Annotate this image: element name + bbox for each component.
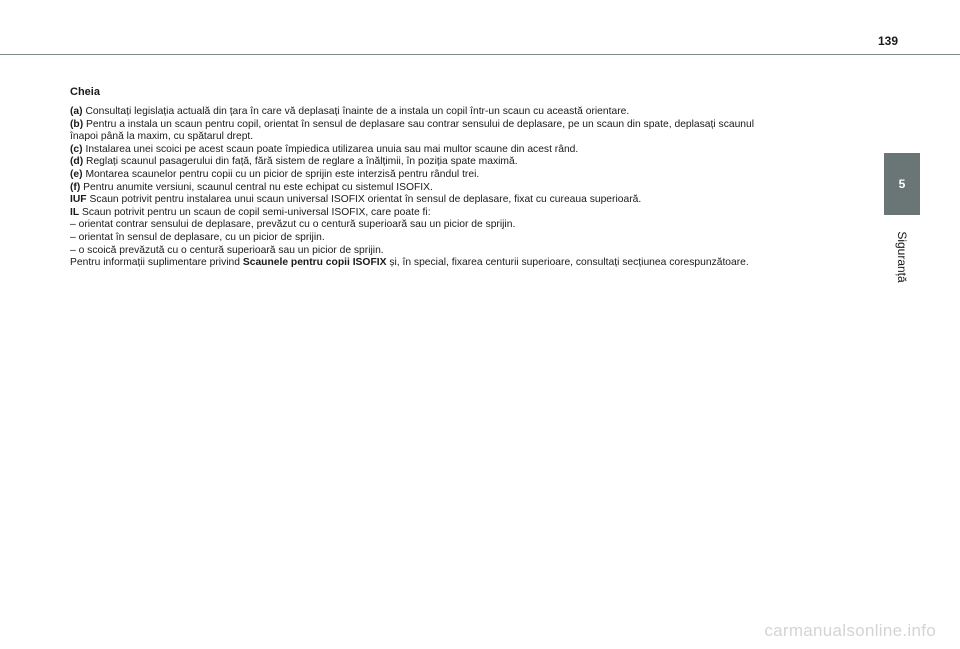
header-divider [0, 54, 960, 55]
legend-line-d [70, 156, 870, 169]
chapter-number: 5 [898, 177, 906, 191]
legend-key: IL [70, 206, 80, 218]
legend-text: Instalarea unei scoici pe acest scaun poate împiedica utilizarea unuia sau mai multor scaune din acest rând. [82, 143, 579, 155]
legend-bullet-2 [70, 232, 870, 245]
legend-line-e [70, 169, 870, 182]
legend-line-b-cont [70, 131, 870, 144]
legend-line-il [70, 207, 870, 220]
legend-key: (a) [70, 106, 83, 117]
more-info-line [70, 257, 870, 270]
legend-key: (c) [70, 143, 83, 155]
legend-key: (f) [70, 181, 81, 193]
legend-text: înapoi până la maxim, cu spătarul drept. [70, 131, 254, 143]
watermark: carmanualsonline.info [764, 621, 936, 640]
key-legend [70, 86, 870, 270]
legend-text: Pentru anumite versiuni, scaunul central nu este echipat cu sistemul ISOFIX. [80, 181, 433, 193]
legend-line-b [70, 119, 870, 132]
legend-key: IUF [70, 194, 87, 206]
legend-key: (b) [70, 118, 84, 130]
more-info-prefix: Pentru informații suplimentare privind [70, 257, 243, 269]
legend-line-iuf [70, 194, 870, 207]
legend-line-a [70, 106, 870, 119]
legend-text: Pentru a instala un scaun pentru copil, orientat în sensul de deplasare sau contrar sensului de deplasare, pe un scaun din spate, deplasați scaunul [83, 118, 755, 130]
legend-text: – orientat contrar sensului de deplasare, prevăzut cu o centură superioară sau un picior de sprijin. [70, 219, 516, 231]
chapter-tab[interactable] [884, 153, 920, 215]
legend-text: – o scoică prevăzută cu o centură superioară sau un picior de sprijin. [70, 244, 384, 256]
legend-bullet-1 [70, 219, 870, 232]
chapter-title: Siguranță [895, 231, 909, 283]
legend-key: (d) [70, 156, 84, 168]
page-number: 139 [877, 34, 898, 48]
legend-text: Scaun potrivit pentru un scaun de copil semi-universal ISOFIX, care poate fi: [79, 206, 431, 218]
legend-heading: Cheia [70, 86, 100, 98]
legend-bullet-3 [70, 245, 870, 258]
legend-line-f [70, 182, 870, 195]
legend-text: Consultați legislația actuală din țara în care vă deplasați înainte de a instala un copil într-un scaun cu această orientare. [82, 106, 630, 117]
legend-text: Montarea scaunelor pentru copii cu un picior de sprijin este interzisă pentru rândul trei. [82, 168, 480, 180]
more-info-suffix: și, în special, fixarea centurii superioare, consultați secțiunea corespunzătoare. [386, 257, 749, 269]
legend-text: Scaun potrivit pentru instalarea unui scaun universal ISOFIX orientat în sensul de deplasare, fixat cu cureaua superioară. [86, 194, 642, 206]
isofix-reference-link[interactable]: Scaunele pentru copii ISOFIX [242, 257, 387, 269]
legend-text: Reglați scaunul pasagerului din față, fără sistem de reglare a înălțimii, în poziția spate maximă. [83, 156, 518, 168]
legend-key: (e) [70, 168, 83, 180]
legend-text: – orientat în sensul de deplasare, cu un picior de sprijin. [70, 231, 325, 243]
legend-line-c [70, 144, 870, 157]
